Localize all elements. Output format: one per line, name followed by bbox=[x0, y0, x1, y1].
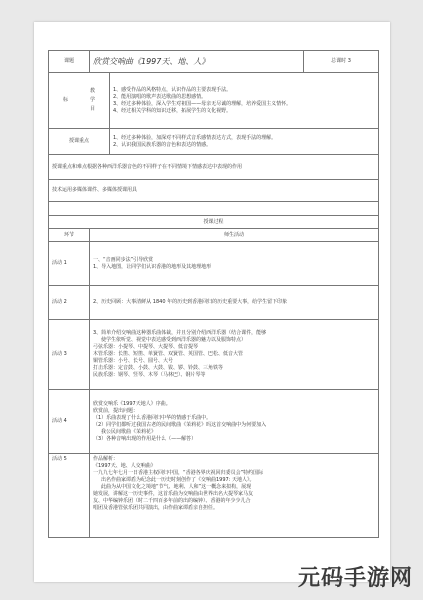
process-title: 授课过程 bbox=[49, 216, 379, 229]
objectives-label-char: 学 bbox=[89, 97, 95, 103]
activity-label: 活动 3 bbox=[49, 320, 90, 390]
activity-line: 一九九七年七月一日香港主权回归中国，“香港各界庆祝回归委员会”特约国际 bbox=[93, 470, 264, 476]
activity-line: 作品解析： bbox=[93, 456, 119, 462]
activity-line: 2、历史回顾：大事清鲜从 1840 年的历史到香港回归的历史重要大事，给学生留下印象 bbox=[93, 299, 288, 305]
key-point-item: 2、认识我国民族乐器的音色和表达的情感。 bbox=[113, 141, 212, 148]
activity-row bbox=[49, 320, 379, 390]
activity-label: 活动 2 bbox=[49, 286, 90, 320]
process-title-row bbox=[49, 216, 379, 229]
activity-line: 民族乐器：钢琴、竖琴、木琴（马林巴）、钢片琴等 bbox=[93, 372, 206, 378]
objectives-label bbox=[49, 73, 110, 129]
activity-line: 一、“音画同步法”引导欣赏 bbox=[93, 256, 154, 263]
objectives-label-char: 教 bbox=[89, 88, 95, 94]
objectives-label-char: 标 bbox=[62, 97, 68, 103]
objective-item: 4、经过相关学科的知识迁移，拓展学生的文化视野。 bbox=[113, 107, 232, 114]
activity-line: 3、简单介绍交响曲这种器乐曲体裁，并且分别介绍西洋乐器（结合课件，能够 bbox=[93, 330, 267, 336]
activity-line: 铜管乐器：小号、长号、圆号、大号 bbox=[93, 358, 174, 364]
lesson-plan-table bbox=[48, 50, 379, 538]
objectives-row bbox=[49, 73, 379, 129]
methods-text: 技术运用多媒体课件、多媒体授课用具 bbox=[49, 180, 379, 202]
activity-line: 她发展，讲解这一历史事件，这首乐曲为交响曲由世界出名大提琴家马友 bbox=[93, 491, 254, 497]
document-page bbox=[34, 22, 390, 582]
activity-row bbox=[49, 454, 379, 538]
activity-line: 使学生依听觉、视觉中表达感受到西洋乐器的魅力以及服饰特点） bbox=[101, 337, 247, 343]
difficulty-row bbox=[49, 155, 379, 180]
activity-row bbox=[49, 390, 379, 454]
objective-item: 1、感受作品的风格特点，认识作品的主要表现手法。 bbox=[113, 86, 232, 93]
activity-column-header: 师生活动 bbox=[90, 229, 379, 242]
stage-column-header: 环节 bbox=[49, 229, 90, 242]
activity-line: 打击乐器：定音鼓、小鼓、大鼓、钹、锣、铃鼓、三角铁等 bbox=[93, 365, 224, 371]
activity-line: 出名作曲家谭盾为纪念此一历史时刻创作了《交响曲1997: 天地人》。 bbox=[101, 477, 255, 483]
activity-line: （2）同学们都听过我国古老的民间歌曲《茉莉花》吗这首交响曲中为何要加入 bbox=[93, 421, 267, 428]
activity-content bbox=[90, 320, 379, 390]
site-watermark: 元码手游网 bbox=[297, 566, 413, 591]
activity-content bbox=[90, 286, 379, 320]
key-points-content bbox=[110, 129, 379, 155]
objective-item: 3、经过多种体验，深入学生对祖国——母亲无尽诚的理解，培养爱国主义情怀。 bbox=[113, 100, 292, 107]
objective-item: 2、能用演唱的歌声表达歌曲的思想感情。 bbox=[113, 93, 207, 100]
blank-cell bbox=[49, 202, 379, 216]
activity-line: 欣赏前，提出问题： bbox=[93, 407, 139, 414]
activity-line: 唱团及香港管弦乐团共同演出，由作曲家谭盾亲自担任。 bbox=[93, 505, 219, 511]
header-row bbox=[49, 51, 379, 73]
key-points-row bbox=[49, 129, 379, 155]
activity-label: 活动 4 bbox=[49, 390, 90, 454]
activity-row bbox=[49, 286, 379, 320]
process-header-row bbox=[49, 229, 379, 242]
activity-line: 友、中华编钟乐团（时二千四百多年前的出的编钟）、香港的年少少儿合 bbox=[93, 498, 251, 504]
topic-label: 课题 bbox=[49, 51, 90, 73]
total-hours: 总课时 3 bbox=[304, 51, 379, 73]
activity-content bbox=[90, 390, 379, 454]
activity-line: （3）各种音响出现的作用是什么（——解答） bbox=[93, 435, 197, 442]
activity-line: 《1997天、地、人交响曲》 bbox=[93, 463, 156, 469]
activity-line: 我公民间歌曲《茉莉花》 bbox=[101, 428, 157, 435]
lesson-title: 欣赏交响曲《1997天、地、人》 bbox=[90, 51, 304, 73]
activity-content bbox=[90, 242, 379, 286]
spacer-row bbox=[49, 202, 379, 216]
activity-line: （1）乐曲表现了什么香港回归中华的情感于乐曲中。 bbox=[93, 414, 212, 421]
activity-label: 活动 1 bbox=[49, 242, 90, 286]
objectives-label-char: 目 bbox=[89, 106, 95, 112]
activity-line: 此曲为从中国文化之境地“节气、地利、人和”这一概念来拟构，展现 bbox=[101, 484, 252, 490]
activity-label: 活动 5 bbox=[49, 454, 90, 538]
activity-row bbox=[49, 242, 379, 286]
key-points-label: 授课重点 bbox=[49, 129, 110, 155]
objectives-content bbox=[110, 73, 379, 129]
key-point-item: 1、经过多种体验，加深对不同样式音乐感情表达方式，表现手法的理解。 bbox=[113, 134, 277, 141]
difficulty-text: 授课重点和难点根据各种西洋乐器音色的不同样子在不同情境下情感表达中表现的作用 bbox=[49, 155, 379, 180]
activity-line: 1、导入地图，让同学们认识香港的地形及其地理地形 bbox=[93, 263, 212, 270]
activity-line: 弓弦乐器：小提琴、中提琴、大提琴、低音提琴 bbox=[93, 344, 199, 350]
activity-line: 木管乐器：长笛、短笛、单簧管、双簧管、英国管、巴松、低音大管 bbox=[93, 351, 244, 357]
methods-row bbox=[49, 180, 379, 202]
activity-line: 欣赏交响乐《1997天地人》序曲。 bbox=[93, 400, 171, 407]
activity-content bbox=[90, 454, 379, 538]
